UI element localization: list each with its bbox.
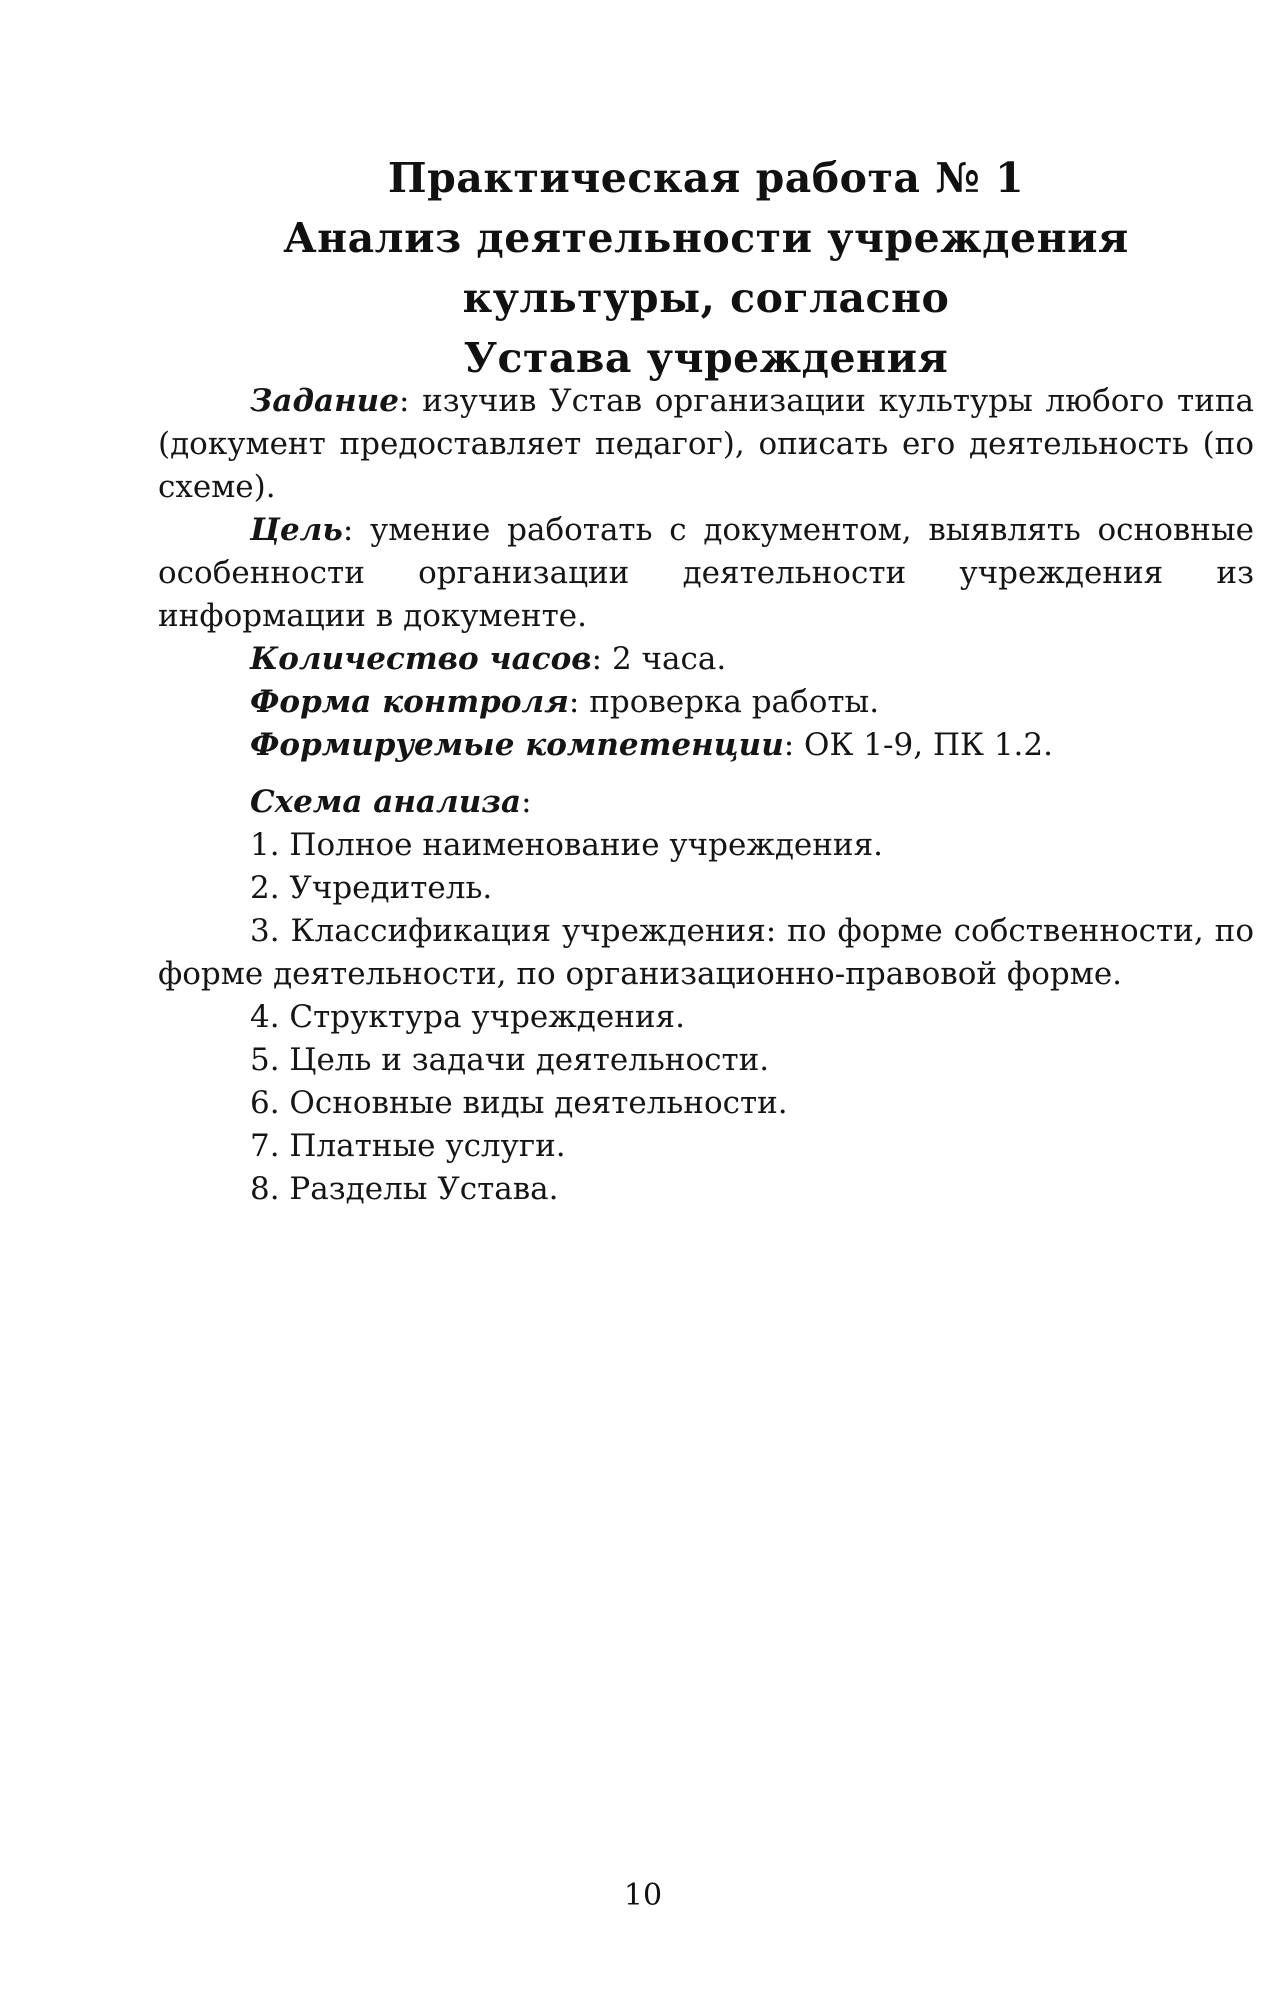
title-line-3: культуры, согласно	[462, 274, 950, 322]
page-title	[158, 148, 1254, 388]
list-item: 8. Разделы Устава.	[250, 1171, 559, 1207]
competencies-line	[158, 724, 1254, 767]
title-line-2: Анализ деятельности учреждения	[283, 214, 1129, 262]
goal-text: : умение работать с документом, выявлять основные особенности организации деятельности учреждения из информации в документе.	[158, 512, 1254, 634]
hours-label: Количество часов	[250, 641, 592, 677]
document-body	[158, 380, 1254, 1211]
scheme-heading	[158, 781, 1254, 824]
list-item: 2. Учредитель.	[250, 870, 493, 906]
list-item: 3. Классификация учреждения: по форме собственности, по форме деятельности, по организационно-правовой форме.	[158, 913, 1254, 992]
scheme-suffix: :	[521, 784, 532, 820]
goal-paragraph	[158, 509, 1254, 638]
control-label: Форма контроля	[250, 684, 569, 720]
title-line-4: Устава учреждения	[463, 334, 949, 382]
task-text: : изучив Устав организации культуры любого типа (документ предоставляет педагог), описать его деятельность (по схеме).	[158, 383, 1254, 505]
control-line	[158, 681, 1254, 724]
competencies-label: Формируемые компетенции	[250, 727, 784, 763]
task-label: Задание	[250, 383, 399, 419]
task-paragraph	[158, 380, 1254, 509]
goal-label: Цель	[250, 512, 343, 548]
list-item: 4. Структура учреждения.	[250, 999, 685, 1035]
list-item: 7. Платные услуги.	[250, 1128, 566, 1164]
hours-text: : 2 часа.	[591, 641, 727, 677]
competencies-text: : ОК 1-9, ПК 1.2.	[783, 727, 1053, 763]
scheme-label: Схема анализа	[250, 784, 522, 820]
hours-line	[158, 638, 1254, 681]
title-line-1: Практическая работа № 1	[387, 154, 1025, 202]
list-item: 6. Основные виды деятельности.	[250, 1085, 788, 1121]
list-item: 5. Цель и задачи деятельности.	[250, 1042, 770, 1078]
page-number: 10	[623, 1878, 663, 1913]
control-text: : проверка работы.	[568, 684, 880, 720]
spacer	[158, 767, 1254, 781]
list-item: 1. Полное наименование учреждения.	[250, 827, 884, 863]
